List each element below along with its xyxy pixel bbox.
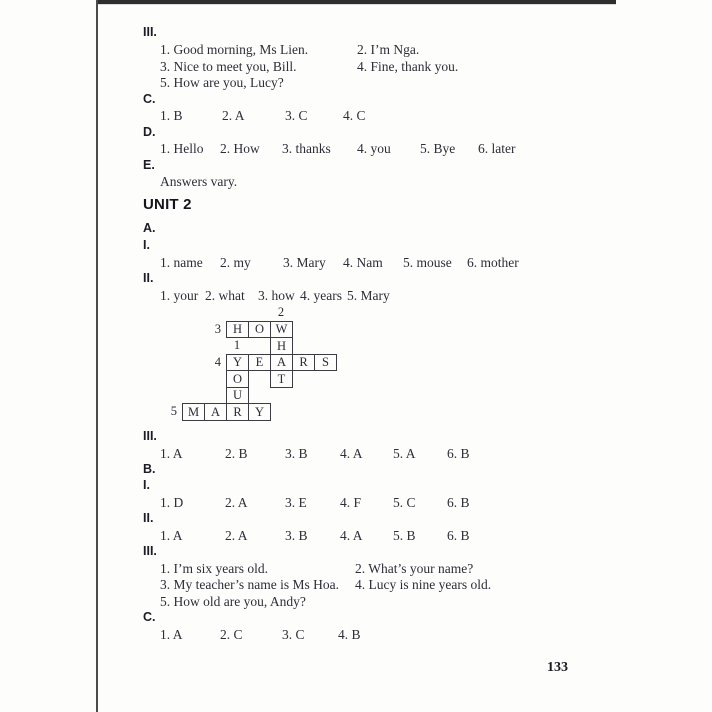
crossword-letter-cell: W — [270, 321, 293, 339]
answer-item: 5. C — [393, 494, 416, 510]
answer-item: 4. Lucy is nine years old. — [355, 577, 492, 592]
unit-title: UNIT 2 — [143, 196, 192, 213]
answer-line — [0, 561, 712, 578]
answer-line — [0, 75, 712, 92]
crossword-letter-cell: E — [248, 354, 271, 372]
answer-item: 4. F — [340, 494, 362, 510]
crossword-letter-cell: U — [226, 387, 249, 405]
answer-item: 3. Mary — [283, 254, 326, 270]
crossword-letter-cell: R — [226, 403, 249, 421]
crossword-letter-cell: H — [226, 321, 249, 339]
answer-line — [0, 577, 712, 594]
answer-line — [0, 528, 712, 545]
subsection-label-i: I. — [143, 238, 150, 252]
section-label-e: E. — [143, 157, 155, 172]
answer-item: 5. How are you, Lucy? — [160, 75, 284, 90]
answer-item: 6. B — [447, 494, 470, 510]
crossword-letter-cell: H — [270, 337, 293, 355]
answer-item: 6. B — [447, 445, 470, 461]
section-label-a: A. — [143, 221, 156, 235]
answer-item: 1. D — [160, 494, 184, 510]
section-label-d: D. — [143, 124, 156, 139]
answer-item: 4. Fine, thank you. — [357, 58, 459, 74]
crossword-letter-cell: R — [292, 354, 315, 372]
answer-item: 2. What’s your name? — [355, 560, 474, 576]
subsection-label-ii: II. — [143, 511, 154, 525]
crossword-letter-cell: A — [204, 403, 227, 421]
answer-item: 5. Mary — [347, 288, 390, 303]
answer-item: 3. Nice to meet you, Bill. — [160, 58, 297, 74]
crossword-letter-cell: O — [248, 321, 271, 339]
answer-line — [0, 59, 712, 76]
answer-item: 3. C — [282, 626, 305, 642]
answer-item: 3. how — [258, 288, 295, 303]
crossword-letter-cell: O — [226, 370, 249, 388]
answer-item: 3. E — [285, 494, 307, 510]
answer-item: 3. B — [285, 445, 308, 461]
answer-item: 4. you — [357, 141, 391, 156]
answer-item: 6. later — [478, 141, 516, 156]
answer-item: 2. B — [225, 445, 248, 461]
answer-item: 1. Hello — [160, 141, 204, 156]
answer-item: 1. name — [160, 254, 203, 270]
page-number: 133 — [547, 660, 568, 675]
answer-item: 6. mother — [467, 254, 519, 270]
answer-item: 1. I’m six years old. — [160, 560, 268, 576]
answer-item: 3. thanks — [282, 141, 331, 156]
answer-item: 2. A — [225, 527, 248, 543]
answer-item: 2. A — [222, 108, 245, 123]
answer-item: 4. A — [340, 527, 363, 543]
answer-item: 2. what — [205, 288, 245, 303]
answer-line — [0, 446, 712, 463]
answer-line — [0, 255, 712, 272]
subsection-label-iii: III. — [143, 544, 157, 558]
answer-item: 5. B — [393, 527, 416, 543]
crossword-letter-cell: A — [270, 354, 293, 372]
answer-line — [0, 141, 712, 158]
answer-item: 3. B — [285, 527, 308, 543]
crossword-grid — [160, 304, 338, 421]
crossword-clue-number: 5 — [170, 404, 177, 419]
answer-item: 1. B — [160, 108, 183, 123]
answer-item: 5. How old are you, Andy? — [160, 593, 306, 609]
crossword-letter-cell: S — [314, 354, 337, 372]
crossword-letter-cell: M — [182, 403, 205, 421]
crossword-clue-number: 1 — [233, 338, 241, 353]
answer-item: 4. C — [343, 108, 366, 123]
answer-item: 5. Bye — [420, 141, 456, 156]
crossword-clue-number: 4 — [214, 354, 221, 369]
section-label-iii: III. — [143, 25, 157, 39]
crossword-clue-number: 3 — [214, 321, 221, 336]
answer-line — [0, 174, 712, 191]
answer-item: 1. A — [160, 626, 183, 642]
answer-line — [0, 108, 712, 125]
crossword-letter-cell: Y — [248, 403, 271, 421]
answer-line — [0, 288, 712, 305]
answer-item: 4. B — [338, 626, 361, 642]
answer-item: 2. How — [220, 141, 260, 156]
answer-item: 1. Good morning, Ms Lien. — [160, 42, 309, 57]
section-label-c: C. — [143, 91, 156, 106]
answer-item: 6. B — [447, 527, 470, 543]
subsection-label-iii: III. — [143, 429, 157, 443]
answer-item: 2. I’m Nga. — [357, 42, 420, 57]
answer-item: 5. A — [393, 445, 416, 461]
answer-line — [0, 42, 712, 59]
subsection-label-ii: II. — [143, 271, 154, 285]
answer-item: 5. mouse — [403, 254, 452, 270]
answer-item: 1. your — [160, 288, 199, 303]
answer-item: 2. A — [225, 494, 248, 510]
answer-note: Answers vary. — [160, 174, 238, 189]
page-top-border — [97, 0, 616, 5]
answer-item: 4. years — [300, 288, 342, 303]
subsection-label-i: I. — [143, 478, 150, 492]
crossword-clue-number: 2 — [277, 305, 285, 320]
answer-item: 1. A — [160, 445, 183, 461]
answer-line — [0, 627, 712, 644]
answer-item: 2. C — [220, 626, 243, 642]
answer-item: 4. A — [340, 445, 363, 461]
answer-line — [0, 594, 712, 611]
answer-item: 3. C — [285, 108, 308, 123]
answer-item: 1. A — [160, 527, 183, 543]
answer-item: 3. My teacher’s name is Ms Hoa. — [160, 577, 339, 592]
answer-line — [0, 495, 712, 512]
answer-item: 2. my — [220, 254, 251, 270]
crossword-letter-cell: T — [270, 370, 293, 388]
section-label-c: C. — [143, 610, 156, 624]
answer-item: 4. Nam — [343, 254, 383, 270]
crossword-letter-cell: Y — [226, 354, 249, 372]
section-label-b: B. — [143, 462, 156, 476]
